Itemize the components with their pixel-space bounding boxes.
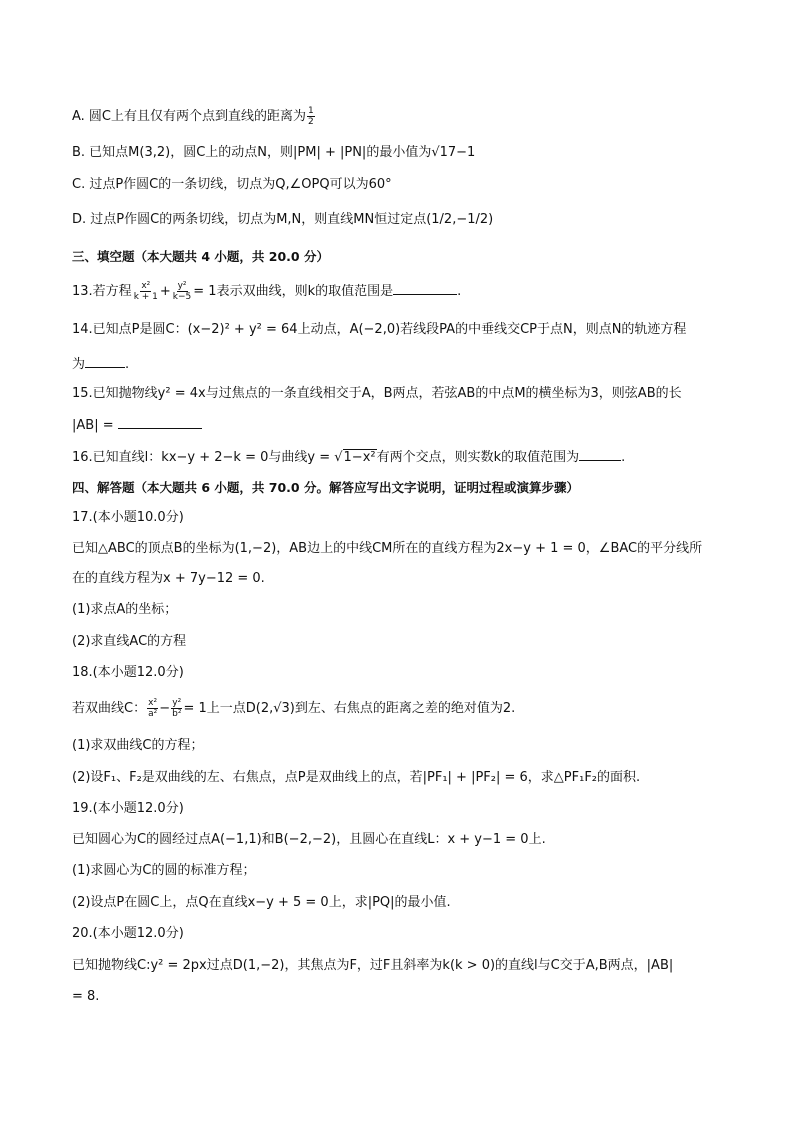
question-17-text: 在的直线方程为x + 7y−12 = 0. [72, 571, 265, 586]
answer-blank [579, 446, 621, 461]
question-15: 15.已知抛物线y² = 4x与过焦点的一条直线相交于A，B两点，若弦AB的中点M的横坐标为3，则弦AB的长 [72, 386, 682, 401]
question-17-part-1: (1)求点A的坐标； [72, 602, 178, 617]
section-answer-heading: 四、解答题（本大题共 6 小题，共 70.0 分。解答应写出文字说明，证明过程或演算步骤） [72, 480, 579, 495]
fraction: $\frac{\text{x²}}{k + 1}$ [133, 281, 158, 302]
answer-blank [393, 280, 457, 295]
question-18-text: 若双曲线C： $\frac{\text{x²}}{\text{a²}}$ − $\frac{\text{y²}}{\text{b²}}$ = 1上一点D(2,√3)到左、右焦点的距离之差的绝对值为2. [72, 698, 516, 719]
question-20-header: 20.(本小题12.0分) [72, 926, 184, 941]
question-17-part-2: (2)求直线AC的方程 [72, 634, 187, 649]
question-13: 13.若方程 $\frac{\text{x²}}{k + 1}$ + $\frac{\text{y²}}{k-5}$ = 1表示双曲线，则k的取值范围是 . [72, 281, 462, 302]
question-20-text: 已知抛物线C:y² = 2px过点D(1,−2)，其焦点为F，过F且斜率为k(k > 0)的直线l与C交于A,B两点，|AB| [72, 958, 674, 973]
answer-blank [85, 353, 125, 368]
question-15-cont: |AB| = [72, 414, 202, 436]
option-b: B. 已知点M(3,2)，圆C上的动点N，则|PM| + |PN|的最小值为√17−1 [72, 145, 476, 160]
question-14-cont: 为 . [72, 353, 129, 375]
question-18-part-1: (1)求双曲线C的方程； [72, 738, 204, 753]
question-16: 16.已知直线l：kx−y + 2−k = 0与曲线y = √1−x²有两个交点，则实数k的取值范围为 . [72, 446, 625, 468]
fraction: $\frac{\text{y²}}{\text{b²}}$ [172, 698, 182, 719]
question-18-part-2: (2)设F₁、F₂是双曲线的左、右焦点，点P是双曲线上的点，若|PF₁| + |PF₂| = 6，求△PF₁F₂的面积. [72, 770, 641, 785]
question-19-part-1: (1)求圆心为C的圆的标准方程； [72, 863, 256, 878]
question-19-header: 19.(本小题12.0分) [72, 801, 184, 816]
section-fill-blank-heading: 三、填空题（本大题共 4 小题，共 20.0 分） [72, 249, 329, 264]
option-d: D. 过点P作圆C的两条切线，切点为M,N，则直线MN恒过定点(1/2,−1/2) [72, 212, 494, 227]
question-17-header: 17.(本小题10.0分) [72, 510, 184, 525]
sqrt-symbol: √ [334, 450, 343, 465]
option-a: A. 圆C上有且仅有两个点到直线的距离为 $\frac{1}{2}$ [72, 106, 314, 127]
fraction: $\frac{1}{2}$ [308, 106, 314, 127]
question-14: 14.已知点P是圆C：(x−2)² + y² = 64上动点，A(−2,0)若线段PA的中垂线交CP于点N，则点N的轨迹方程 [72, 322, 687, 337]
fraction: $\frac{\text{x²}}{\text{a²}}$ [148, 698, 158, 719]
question-19-text: 已知圆心为C的圆经过点A(−1,1)和B(−2,−2)，且圆心在直线L：x + y−1 = 0上. [72, 832, 546, 847]
question-17-text: 已知△ABC的顶点B的坐标为(1,−2)，AB边上的中线CM所在的直线方程为2x−y + 1 = 0，∠BAC的平分线所 [72, 541, 703, 556]
option-c: C. 过点P作圆C的一条切线，切点为Q,∠OPQ可以为60° [72, 177, 392, 192]
question-19-part-2: (2)设点P在圆C上，点Q在直线x−y + 5 = 0上，求|PQ|的最小值. [72, 895, 451, 910]
question-18-header: 18.(本小题12.0分) [72, 665, 184, 680]
answer-blank [118, 414, 202, 429]
question-20-text: = 8. [72, 989, 100, 1004]
fraction: $\frac{\text{y²}}{k-5}$ [172, 281, 192, 302]
